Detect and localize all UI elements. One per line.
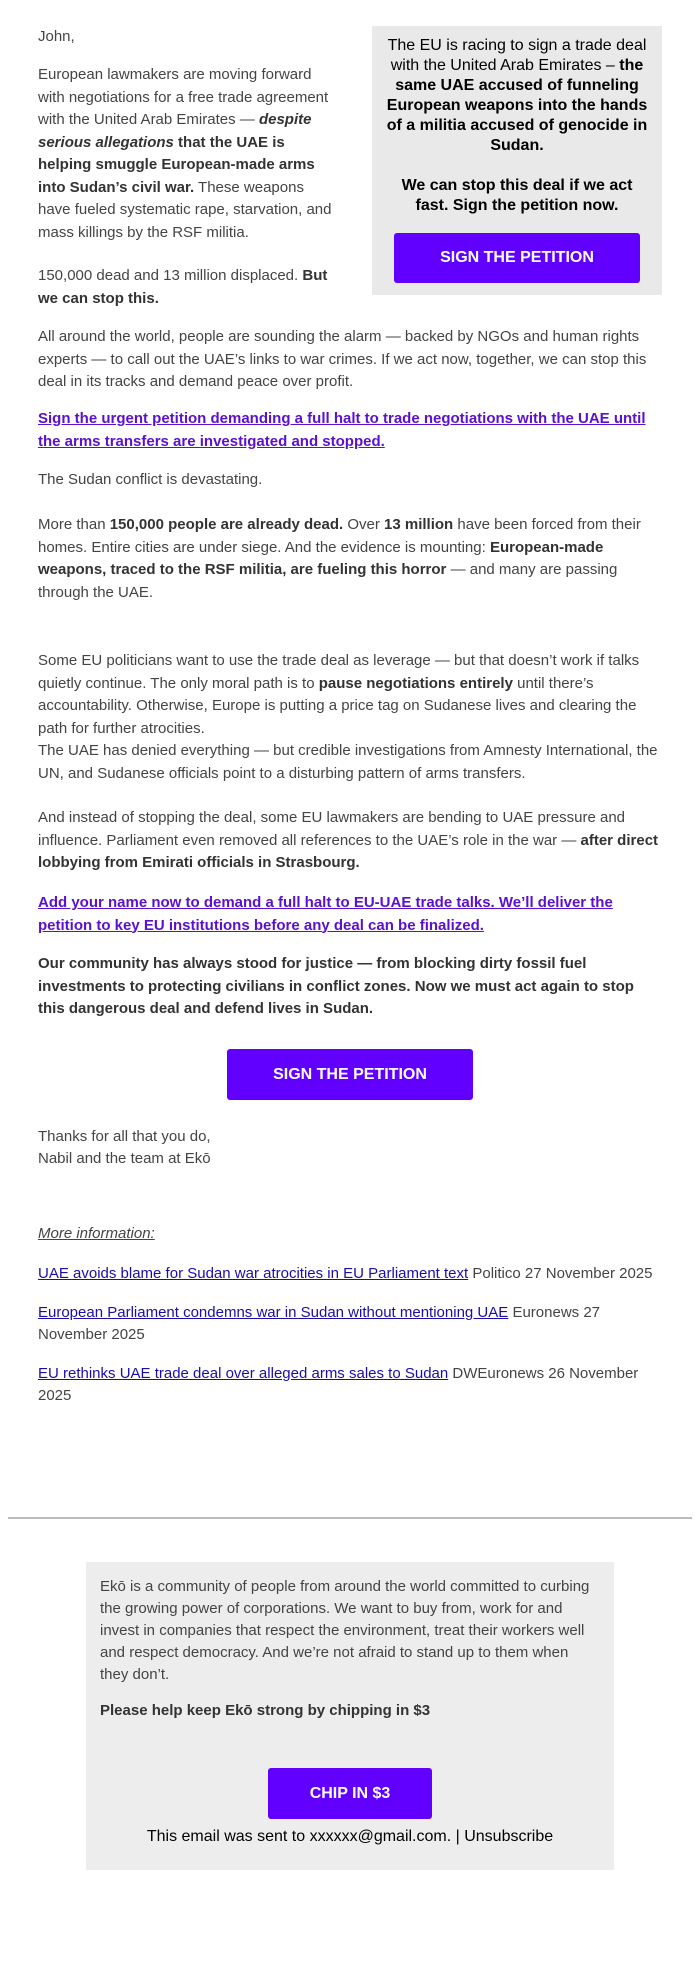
intro-text: European lawmakers are moving forward with negotiations for a free trade agreement with the United Arab Emirates — <box>38 66 329 128</box>
reference-source: Euronews 27 November 2025 <box>38 1304 601 1343</box>
conflict-paragraph: The Sudan conflict is devastating. <box>38 471 263 488</box>
reference-item <box>38 1263 662 1285</box>
callout-bold: the same UAE accused of funneling European weapons into the hands of a militia accused of genocide in Sudan. <box>386 57 648 154</box>
callout-text <box>386 36 648 156</box>
community-paragraph <box>38 953 662 1021</box>
intro-bold: that the UAE is helping smuggle European-made arms into Sudan’s civil war. <box>38 133 315 196</box>
leverage-paragraph <box>38 650 662 740</box>
intro-paragraph <box>38 64 338 244</box>
signoff <box>38 1126 211 1170</box>
unsubscribe-link[interactable]: Unsubscribe <box>464 1828 554 1845</box>
reference-item <box>38 1363 662 1407</box>
callout-box <box>372 26 662 295</box>
intro-text-end: These weapons have fueled systematic rape, starvation, and mass killings by the RSF militia. <box>38 178 332 241</box>
casualties-text-a: More than <box>38 516 110 533</box>
chip-in-button[interactable]: CHIP IN $3 <box>268 1768 432 1819</box>
casualties-text-d: — and many are passing through the UAE. <box>38 561 618 601</box>
lobbying-bold: after direct lobbying from Emirati officials in Strasbourg. <box>38 831 659 871</box>
casualties-paragraph <box>38 514 662 604</box>
intro-stats <box>38 265 338 310</box>
petition-link-2[interactable]: Add your name now to demand a full halt to EU-UAE trade talks. We’ll deliver the petition to key EU institutions before any deal can be finalized. <box>38 894 613 934</box>
callout-cta-bold: We can stop this deal if we act fast. Sign the petition now. <box>401 177 633 214</box>
footer-about: Ekō is a community of people from around the world committed to curbing the growing power of corporations. We want to buy from, work for and invest in companies that respect the environment, treat their workers well and respect democracy. And we’re not afraid to stand up to them when they don’t. <box>100 1578 590 1683</box>
casualties-bold-a: 150,000 people are already dead. <box>109 516 344 533</box>
footer-separator: | <box>451 1828 465 1845</box>
lobbying-paragraph <box>38 807 662 875</box>
intro-emphasis: despite serious allegations <box>38 111 312 151</box>
footer-appeal: Please help keep Ekō strong by chipping in $3 <box>100 1702 431 1719</box>
signoff-thanks: Thanks for all that you do, <box>38 1128 211 1145</box>
reference-link[interactable]: EU rethinks UAE trade deal over alleged arms sales to Sudan <box>38 1365 449 1382</box>
greeting: John, <box>38 28 75 45</box>
leverage-text-b: until there’s accountability. Otherwise, Europe is putting a price tag on Sudanese lives and clearing the path for further atrocities. <box>38 674 637 737</box>
callout-sign-petition-button[interactable]: SIGN THE PETITION <box>394 233 640 283</box>
casualties-text-c: have been forced from their homes. Entire cities are under siege. And the evidence is mounting: <box>38 516 641 556</box>
casualties-bold-b: 13 million <box>384 516 454 533</box>
callout-line: The EU is racing to sign a trade deal with the United Arab Emirates – <box>387 37 647 74</box>
casualties-bold-c: European-made weapons, traced to the RSF militia, are fueling this horror <box>38 538 604 578</box>
stats-text: 150,000 dead and 13 million displaced. <box>38 267 303 284</box>
reference-link[interactable]: European Parliament condemns war in Sudan without mentioning UAE <box>38 1304 509 1321</box>
reference-item <box>38 1302 662 1346</box>
lobbying-text: And instead of stopping the deal, some EU lawmakers are bending to UAE pressure and influence. Parliament even removed all references to the UAE’s role in the war — <box>38 809 626 849</box>
callout-cta-text <box>386 176 648 216</box>
denial-paragraph: The UAE has denied everything — but credible investigations from Amnesty International, the UN, and Sudanese officials point to a disturbing pattern of arms transfers. <box>38 742 658 782</box>
sign-petition-button[interactable]: SIGN THE PETITION <box>227 1049 473 1100</box>
more-info-heading: More information: <box>38 1225 155 1242</box>
reference-source: Politico 27 November 2025 <box>468 1265 653 1282</box>
alarm-paragraph: All around the world, people are sounding the alarm — backed by NGOs and human rights experts — to call out the UAE’s links to war crimes. If we act now, together, we can stop this deal in its tracks and demand peace over profit. <box>38 328 647 390</box>
casualties-text-b: Over <box>343 516 385 533</box>
stats-bold: But we can stop this. <box>38 267 328 307</box>
footer-email-line <box>86 1828 614 1846</box>
divider <box>8 1517 692 1519</box>
leverage-text-a: Some EU politicians want to use the trade deal as leverage — but that doesn’t work if talks quietly continue. The only moral path is to <box>38 652 640 692</box>
footer-box <box>86 1562 614 1870</box>
reference-link[interactable]: UAE avoids blame for Sudan war atrocities in EU Parliament text <box>38 1265 469 1282</box>
signoff-name: Nabil and the team at Ekō <box>38 1150 211 1167</box>
footer-email-text: This email was sent to xxxxxx@gmail.com. <box>146 1828 452 1845</box>
community-bold: Our community has always stood for justice — from blocking dirty fossil fuel investments to protecting civilians in conflict zones. Now we must act again to stop this dangerous deal and defend lives in Sudan. <box>38 955 634 1017</box>
petition-link-1[interactable]: Sign the urgent petition demanding a full halt to trade negotiations with the UAE until the arms transfers are investigated and stopped. <box>38 410 646 450</box>
leverage-bold: pause negotiations entirely <box>318 674 513 692</box>
reference-source: DWEuronews 26 November 2025 <box>38 1365 639 1404</box>
